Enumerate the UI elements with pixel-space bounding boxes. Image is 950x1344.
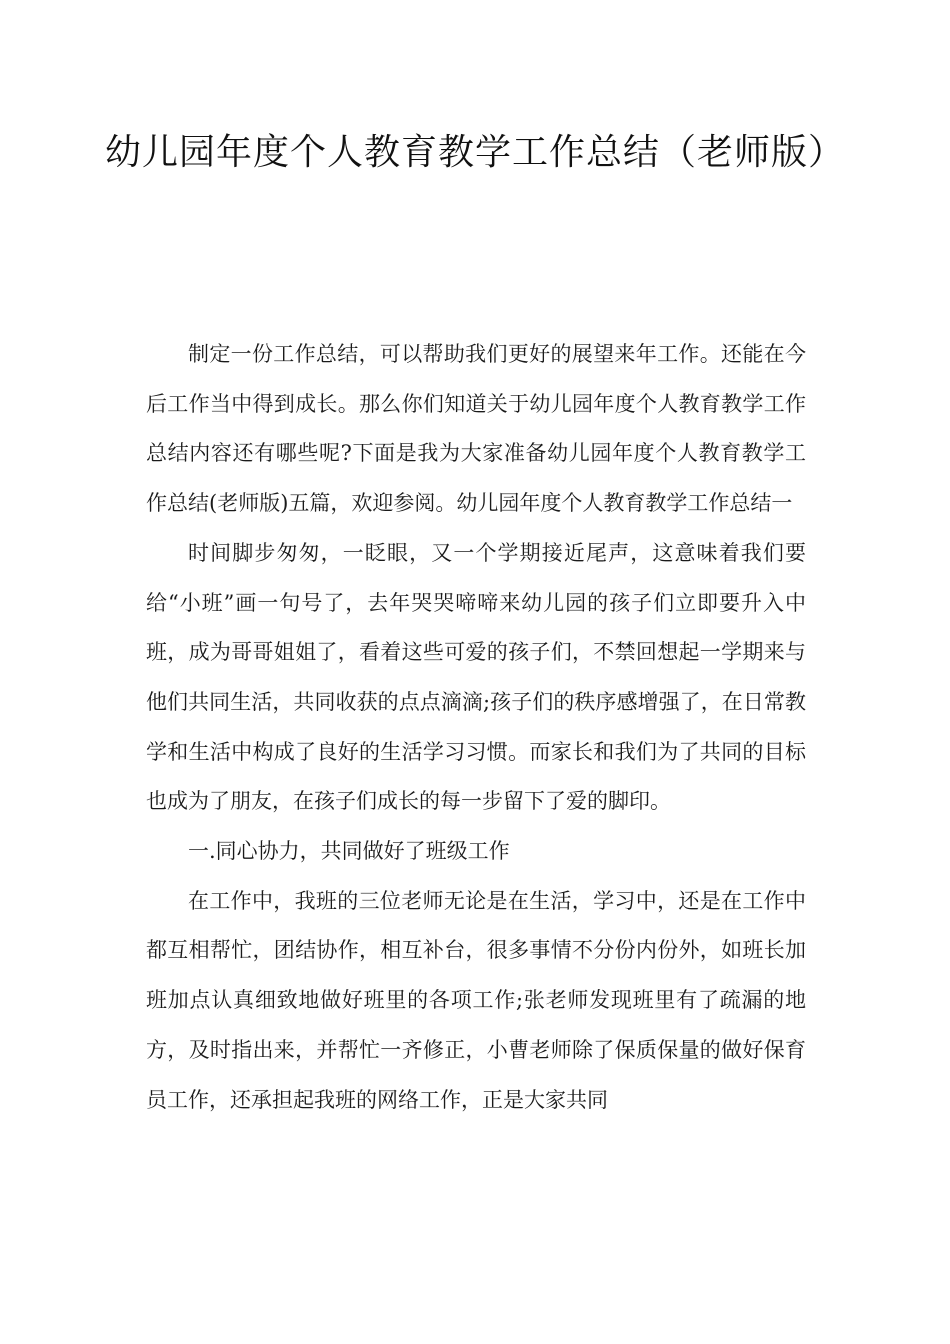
paragraph-intro: 制定一份工作总结，可以帮助我们更好的展望来年工作。还能在今后工作当中得到成长。那么你们知道关于幼儿园年度个人教育教学工作总结内容还有哪些呢?下面是我为大家准备幼儿园年度个人教育教学工作总结(老师版)五篇，欢迎参阅。幼儿园年度个人教育教学工作总结一 [146,342,806,516]
paragraph-semester-review: 时间脚步匆匆，一眨眼，又一个学期接近尾声，这意味着我们要给“小班”画一句号了，去年哭哭啼啼来幼儿园的孩子们立即要升入中班，成为哥哥姐姐了，看着这些可爱的孩子们，不禁回想起一学期来与他们共同生活，共同收获的点点滴滴;孩子们的秩序感增强了，在日常教学和生活中构成了良好的生活学习习惯。而家长和我们为了共同的目标也成为了朋友，在孩子们成长的每一步留下了爱的脚印。 [146,540,806,814]
document-body [146,330,806,1125]
paragraph-teamwork: 在工作中，我班的三位老师无论是在生活，学习中，还是在工作中都互相帮忙，团结协作，相互补台，很多事情不分份内份外，如班长加班加点认真细致地做好班里的各项工作;张老师发现班里有了疏漏的地方，及时指出来，并帮忙一齐修正，小曹老师除了保质保量的做好保育员工作，还承担起我班的网络工作，正是大家共同 [146,888,806,1112]
document-title: 幼儿园年度个人教育教学工作总结（老师版） [104,132,845,173]
section-heading: 一.同心协力，共同做好了班级工作 [188,839,510,864]
